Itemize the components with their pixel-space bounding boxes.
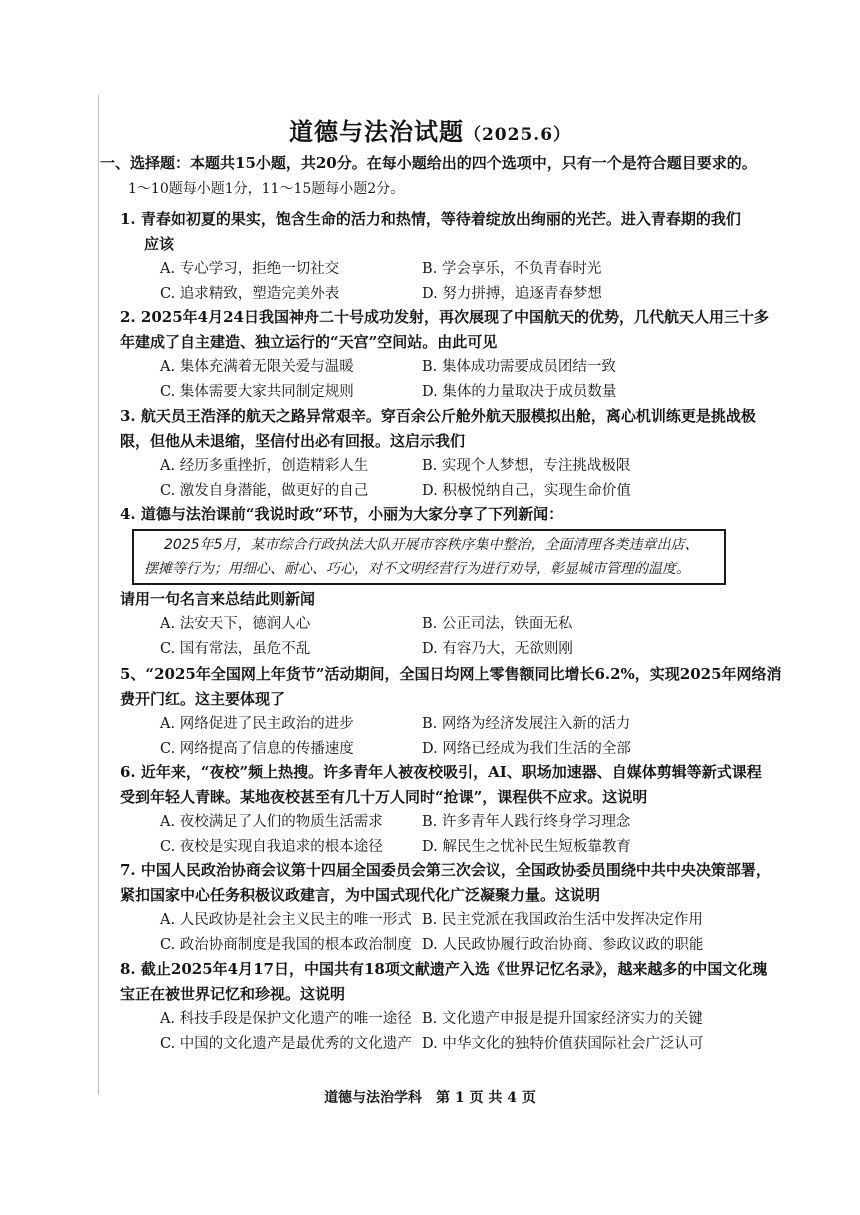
option-a: A. 集体充满着无限关爱与温暖 <box>160 359 354 375</box>
option-c: C. 政治协商制度是我国的根本政治制度 <box>160 937 412 953</box>
question-6 <box>120 760 845 860</box>
question-stem: 2. 2025年4月24日我国神舟二十号成功发射，再次展现了中国航天的优势，几代航天人用三十多 <box>120 308 769 326</box>
title-year: （2025.6） <box>463 125 572 145</box>
section-instructions: 一、选择题：本题共15小题，共20分。在每小题给出的四个选项中，只有一个是符合题目要求的。 <box>100 154 757 172</box>
option-d: D. 集体的力量取决于成员数量 <box>422 384 617 400</box>
option-a: A. 人民政协是社会主义民主的唯一形式 <box>160 912 412 928</box>
option-c: C. 追求精致，塑造完美外表 <box>160 286 340 302</box>
section-heading <box>100 150 845 202</box>
question-stem-cont: 费开门红。这主要体现了 <box>120 690 286 708</box>
question-stem-cont: 紧扣国家中心任务积极议政建言，为中国式现代化广泛凝聚力量。这说明 <box>120 886 601 904</box>
option-c: C. 国有常法，虽危不乱 <box>160 641 311 657</box>
question-stem: 7. 中国人民政治协商会议第十四届全国委员会第三次会议，全国政协委员围绕中共中央决策部署， <box>120 861 771 879</box>
option-c: C. 集体需要大家共同制定规则 <box>160 384 354 400</box>
option-a: A. 法安天下，德润人心 <box>160 616 311 632</box>
option-c: C. 激发自身潜能，做更好的自己 <box>160 483 369 499</box>
option-b: B. 民主党派在我国政治生活中发挥决定作用 <box>422 912 703 928</box>
option-a: A. 网络促进了民主政治的进步 <box>160 716 354 732</box>
question-stem-cont: 宝正在被世界记忆和珍视。这说明 <box>120 985 346 1003</box>
question-7 <box>120 858 845 958</box>
option-a: A. 夜校满足了人们的物质生活需求 <box>160 814 383 830</box>
option-d: D. 努力拼搏，追逐青春梦想 <box>422 286 602 302</box>
option-d: D. 人民政协履行政治协商、参政议政的职能 <box>422 937 704 953</box>
option-d: D. 有容乃大，无欲则刚 <box>422 641 573 657</box>
option-b: B. 集体成功需要成员团结一致 <box>422 359 616 375</box>
option-d: D. 网络已经成为我们生活的全部 <box>422 741 631 757</box>
option-d: D. 解民生之忧补民生短板靠教育 <box>422 839 631 855</box>
section-scoring: 1～10题每小题1分，11～15题每小题2分。 <box>128 181 405 197</box>
question-stem-cont: 应该 <box>144 235 175 253</box>
option-a: A. 专心学习，拒绝一切社交 <box>160 261 340 277</box>
news-excerpt-box <box>132 529 726 585</box>
option-b: B. 学会享乐，不负青春时光 <box>422 261 602 277</box>
news-line: 2025年5月，某市综合行政执法大队开展市容秩序集中整治，全面清理各类违章出店、 <box>164 537 699 553</box>
question-stem: 4. 道德与法治课前“我说时政”环节，小丽为大家分享了下列新闻： <box>120 505 564 523</box>
question-8 <box>120 957 845 1057</box>
question-2 <box>120 305 845 405</box>
option-b: B. 网络为经济发展注入新的活力 <box>422 716 631 732</box>
page-footer: 道德与法治学科 第 1 页 共 4 页 <box>324 1090 536 1106</box>
question-stem: 6. 近年来，“夜校”频上热搜。许多青年人被夜校吸引，AI、职场加速器、自媒体剪辑等新式课程 <box>120 763 762 781</box>
option-b: B. 文化遗产申报是提升国家经济实力的关键 <box>422 1011 703 1027</box>
question-4 <box>120 502 845 662</box>
option-b: B. 实现个人梦想，专注挑战极限 <box>422 458 631 474</box>
option-a: A. 科技手段是保护文化遗产的唯一途径 <box>160 1011 412 1027</box>
option-c: C. 夜校是实现自我追求的根本途径 <box>160 839 383 855</box>
question-stem-cont: 年建成了自主建造、独立运行的“天宫”空间站。由此可见 <box>120 333 498 351</box>
question-3 <box>120 404 845 504</box>
news-line: 摆摊等行为；用细心、耐心、巧心，对不文明经营行为进行劝导，彰显城市管理的温度。 <box>144 561 690 577</box>
option-b: B. 许多青年人践行终身学习理念 <box>422 814 631 830</box>
question-stem: 1. 青春如初夏的果实，饱含生命的活力和热情，等待着绽放出绚丽的光芒。进入青春期的我们 <box>120 210 741 228</box>
question-stem: 8. 截止2025年4月17日，中国共有18项文献遗产入选《世界记忆名录》，越来越多的中国文化瑰 <box>120 960 768 978</box>
question-stem: 3. 航天员王浩泽的航天之路异常艰辛。穿百余公斤舱外航天服模拟出舱，离心机训练更是挑战极 <box>120 407 756 425</box>
binding-margin-line <box>98 95 99 1095</box>
question-stem-cont: 受到年轻人青睐。某地夜校甚至有几十万人同时“抢课”，课程供不应求。这说明 <box>120 788 648 806</box>
option-d: D. 中华文化的独特价值获国际社会广泛认可 <box>422 1036 704 1052</box>
question-stem: 5、“2025年全国网上年货节”活动期间，全国日均网上零售额同比增长6.2%，实现2025年网络消 <box>120 665 782 683</box>
option-b: B. 公正司法，铁面无私 <box>422 616 573 632</box>
question-stem-cont: 请用一句名言来总结此则新闻 <box>120 590 316 608</box>
option-c: C. 网络提高了信息的传播速度 <box>160 741 354 757</box>
option-d: D. 积极悦纳自己，实现生命价值 <box>422 483 631 499</box>
option-a: A. 经历多重挫折，创造精彩人生 <box>160 458 369 474</box>
title-main: 道德与法治试题 <box>288 117 464 146</box>
question-1 <box>120 207 845 307</box>
option-c: C. 中国的文化遗产是最优秀的文化遗产 <box>160 1036 412 1052</box>
question-stem-cont: 限，但他从未退缩，坚信付出必有回报。这启示我们 <box>120 432 466 450</box>
exam-title <box>0 112 860 147</box>
question-5 <box>120 662 845 762</box>
